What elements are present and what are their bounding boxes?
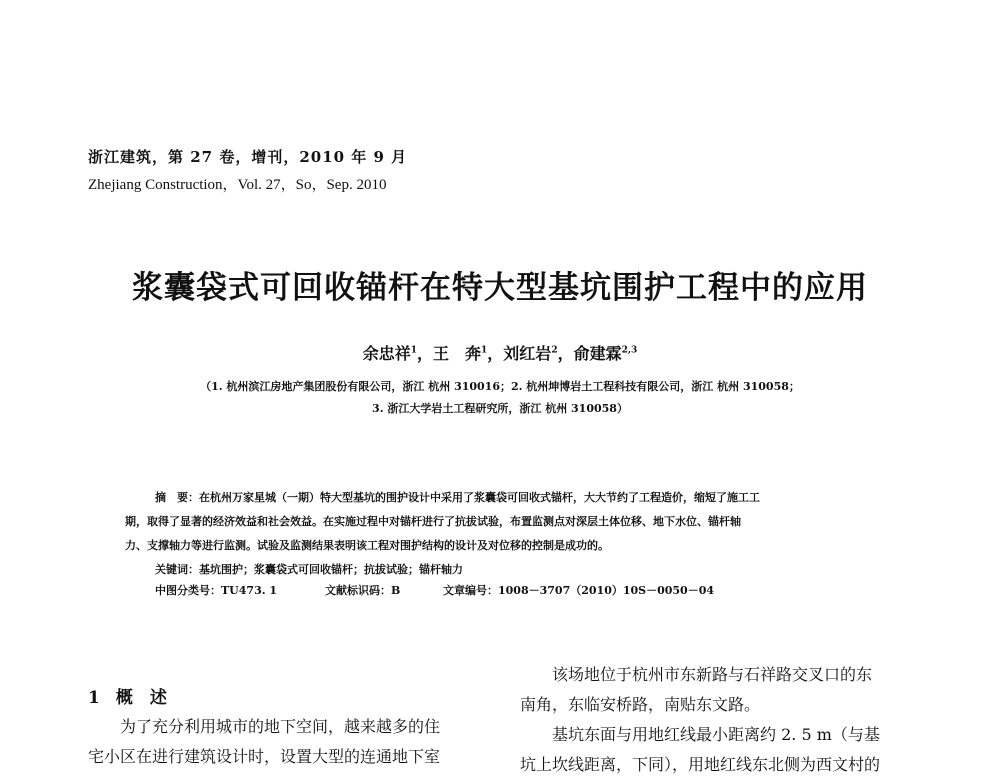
body-text-line: 宅小区在进行建筑设计时，设置大型的连通地下室 — [88, 747, 441, 766]
body-text-line: 该场地位于杭州市东新路与石祥路交叉口的东 — [552, 665, 873, 684]
author-name: 王 奔 — [433, 344, 482, 363]
author-affil-mark: 1 — [410, 345, 417, 356]
body-text-line: 南角，东临安桥路，南贴东文路。 — [520, 695, 761, 714]
body-column-left — [88, 712, 488, 772]
affiliation-line: （1. 杭州滨江房地产集团股份有限公司，浙江 杭州 310016；2. 杭州坤博岩土工程科技有限公司，浙江 杭州 310058； — [200, 380, 800, 393]
section-title: 概 述 — [115, 688, 167, 708]
author-affil-mark: 2 — [551, 345, 558, 356]
section-heading — [88, 683, 167, 708]
clc-number: 中图分类号：TU473. 1 — [155, 584, 278, 597]
document-code: 文献标识码：B — [325, 584, 401, 597]
body-text-line: 基坑东面与用地红线最小距离约 2. 5 m（与基 — [552, 725, 880, 744]
affiliation-line: 3. 浙江大学岩土工程研究所，浙江 杭州 310058） — [372, 402, 628, 415]
classification-row — [155, 582, 714, 598]
abstract-line: 期，取得了显著的经济效益和社会效益。在实施过程中对锚杆进行了抗拔试验，布置监测点对深层土体位移、地下水位、锚杆轴 — [125, 515, 741, 528]
body-text-line: 为了充分利用城市的地下空间，越来越多的住 — [120, 717, 441, 736]
abstract-line: 力、支撑轴力等进行监测。试验及监测结果表明该工程对围护结构的设计及对位移的控制是成功的。 — [125, 539, 609, 552]
author-list: 余忠祥$^1$，王 奔$^1$，刘红岩$^2$，俞建霖$^{2,3}$ — [362, 344, 638, 363]
abstract-line: 摘 要：在杭州万家星城（一期）特大型基坑的围护设计中采用了浆囊袋可回收式锚杆，大大节约了工程造价，缩短了施工工 — [155, 491, 760, 504]
author-name: 余忠祥 — [362, 344, 411, 363]
author-name: 俞建霖 — [573, 344, 622, 363]
body-text-line: 坑上坎线距离，下同），用地红线东北侧为西文村的 — [520, 755, 881, 774]
author-affil-mark: 1 — [481, 345, 488, 356]
paper-title: 浆囊袋式可回收锚杆在特大型基坑围护工程中的应用 — [132, 270, 868, 306]
keywords: 关键词：基坑围护；浆囊袋式可回收锚杆；抗拔试验；锚杆轴力 — [155, 563, 463, 576]
journal-citation-en: Zhejiang Construction，Vol. 27，So，Sep. 2010 — [88, 177, 387, 193]
section-number: 1 — [88, 688, 100, 708]
journal-citation-cn: 浙江建筑，第 27 卷，增刊，2010 年 9 月 — [88, 148, 408, 166]
abstract-block — [125, 486, 885, 582]
article-number: 文章编号：1008－3707（2010）10S－0050－04 — [443, 584, 715, 597]
author-name: 刘红岩 — [503, 344, 552, 363]
author-affil-mark: 2,3 — [621, 345, 638, 356]
body-column-right — [520, 660, 930, 780]
